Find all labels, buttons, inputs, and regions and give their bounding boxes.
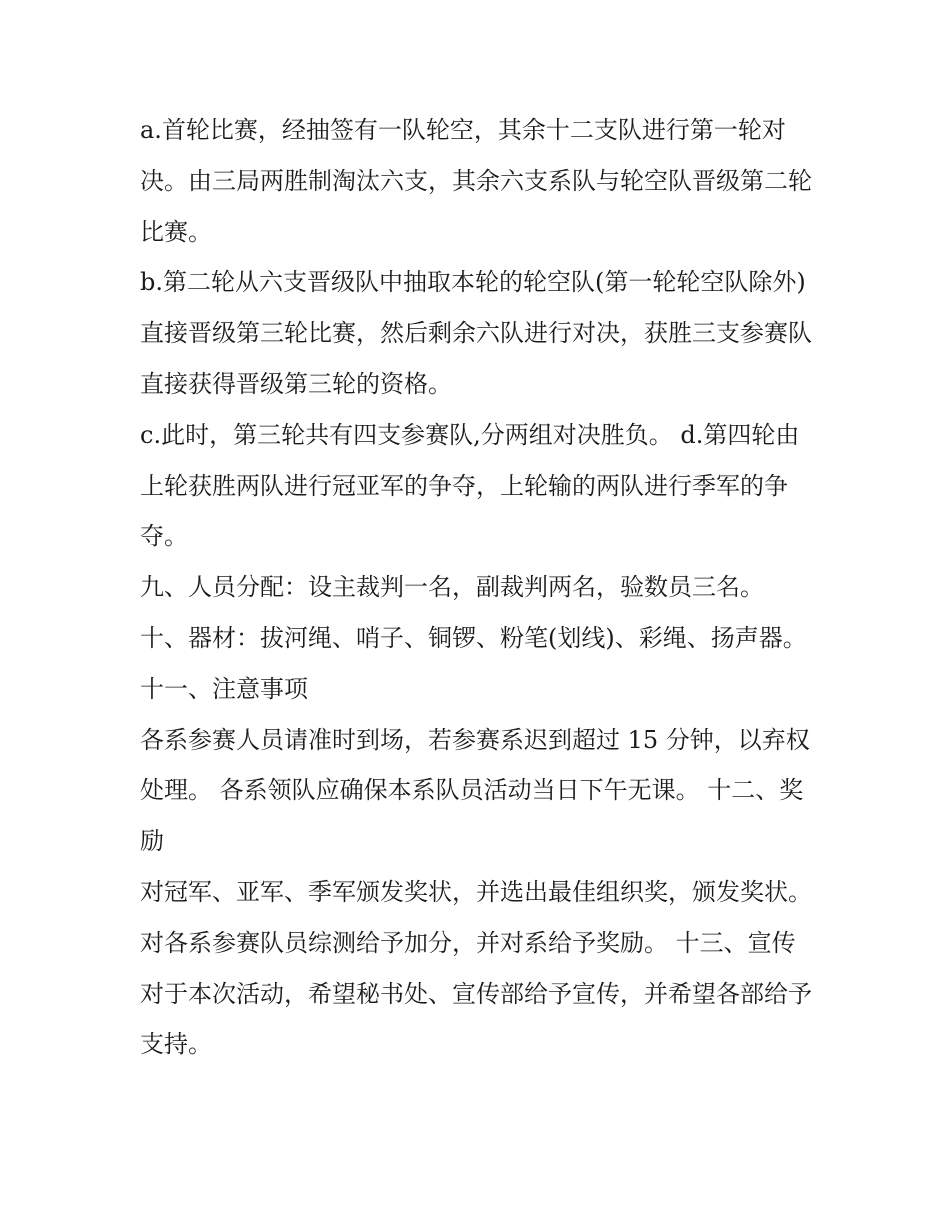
paragraph-round-two: b.第二轮从六支晋级队中抽取本轮的轮空队(第一轮轮空队除外)直接晋级第三轮比赛，然后剩余六队进行对决，获胜三支参赛队直接获得晋级第三轮的资格。 — [140, 268, 812, 398]
paragraph-round-three-four: c.此时，第三轮共有四支参赛队,分两组对决胜负。 d.第四轮由上轮获胜两队进行冠亚军的争夺，上轮输的两队进行季军的争夺。 — [140, 420, 800, 551]
paragraph-publicity: 对于本次活动，希望秘书处、宣传部给予宣传，并希望各部给予支持。 — [140, 979, 812, 1059]
paragraph-notes: 各系参赛人员请准时到场，若参赛系迟到超过 15 分钟，以弃权处理。 各系领队应确保本系队员活动当日下午无课。 十二、奖励 — [140, 725, 810, 856]
paragraph-round-one: a.首轮比赛，经抽签有一队轮空，其余十二支队进行第一轮对决。由三局两胜制淘汰六支，其余六支系队与轮空队晋级第二轮比赛。 — [140, 116, 812, 246]
document-body — [140, 105, 820, 1070]
paragraph-equipment: 十、器材：拔河绳、哨子、铜锣、粉笔(划线)、彩绳、扬声器。 十一、注意事项 — [140, 623, 807, 703]
paragraph-awards: 对冠军、亚军、季军颁发奖状，并选出最佳组织奖，颁发奖状。 对各系参赛队员综测给予加分，并对系给予奖励。 十三、宣传 — [140, 877, 812, 957]
paragraph-staffing: 九、人员分配：设主裁判一名，副裁判两名，验数员三名。 — [140, 573, 764, 602]
